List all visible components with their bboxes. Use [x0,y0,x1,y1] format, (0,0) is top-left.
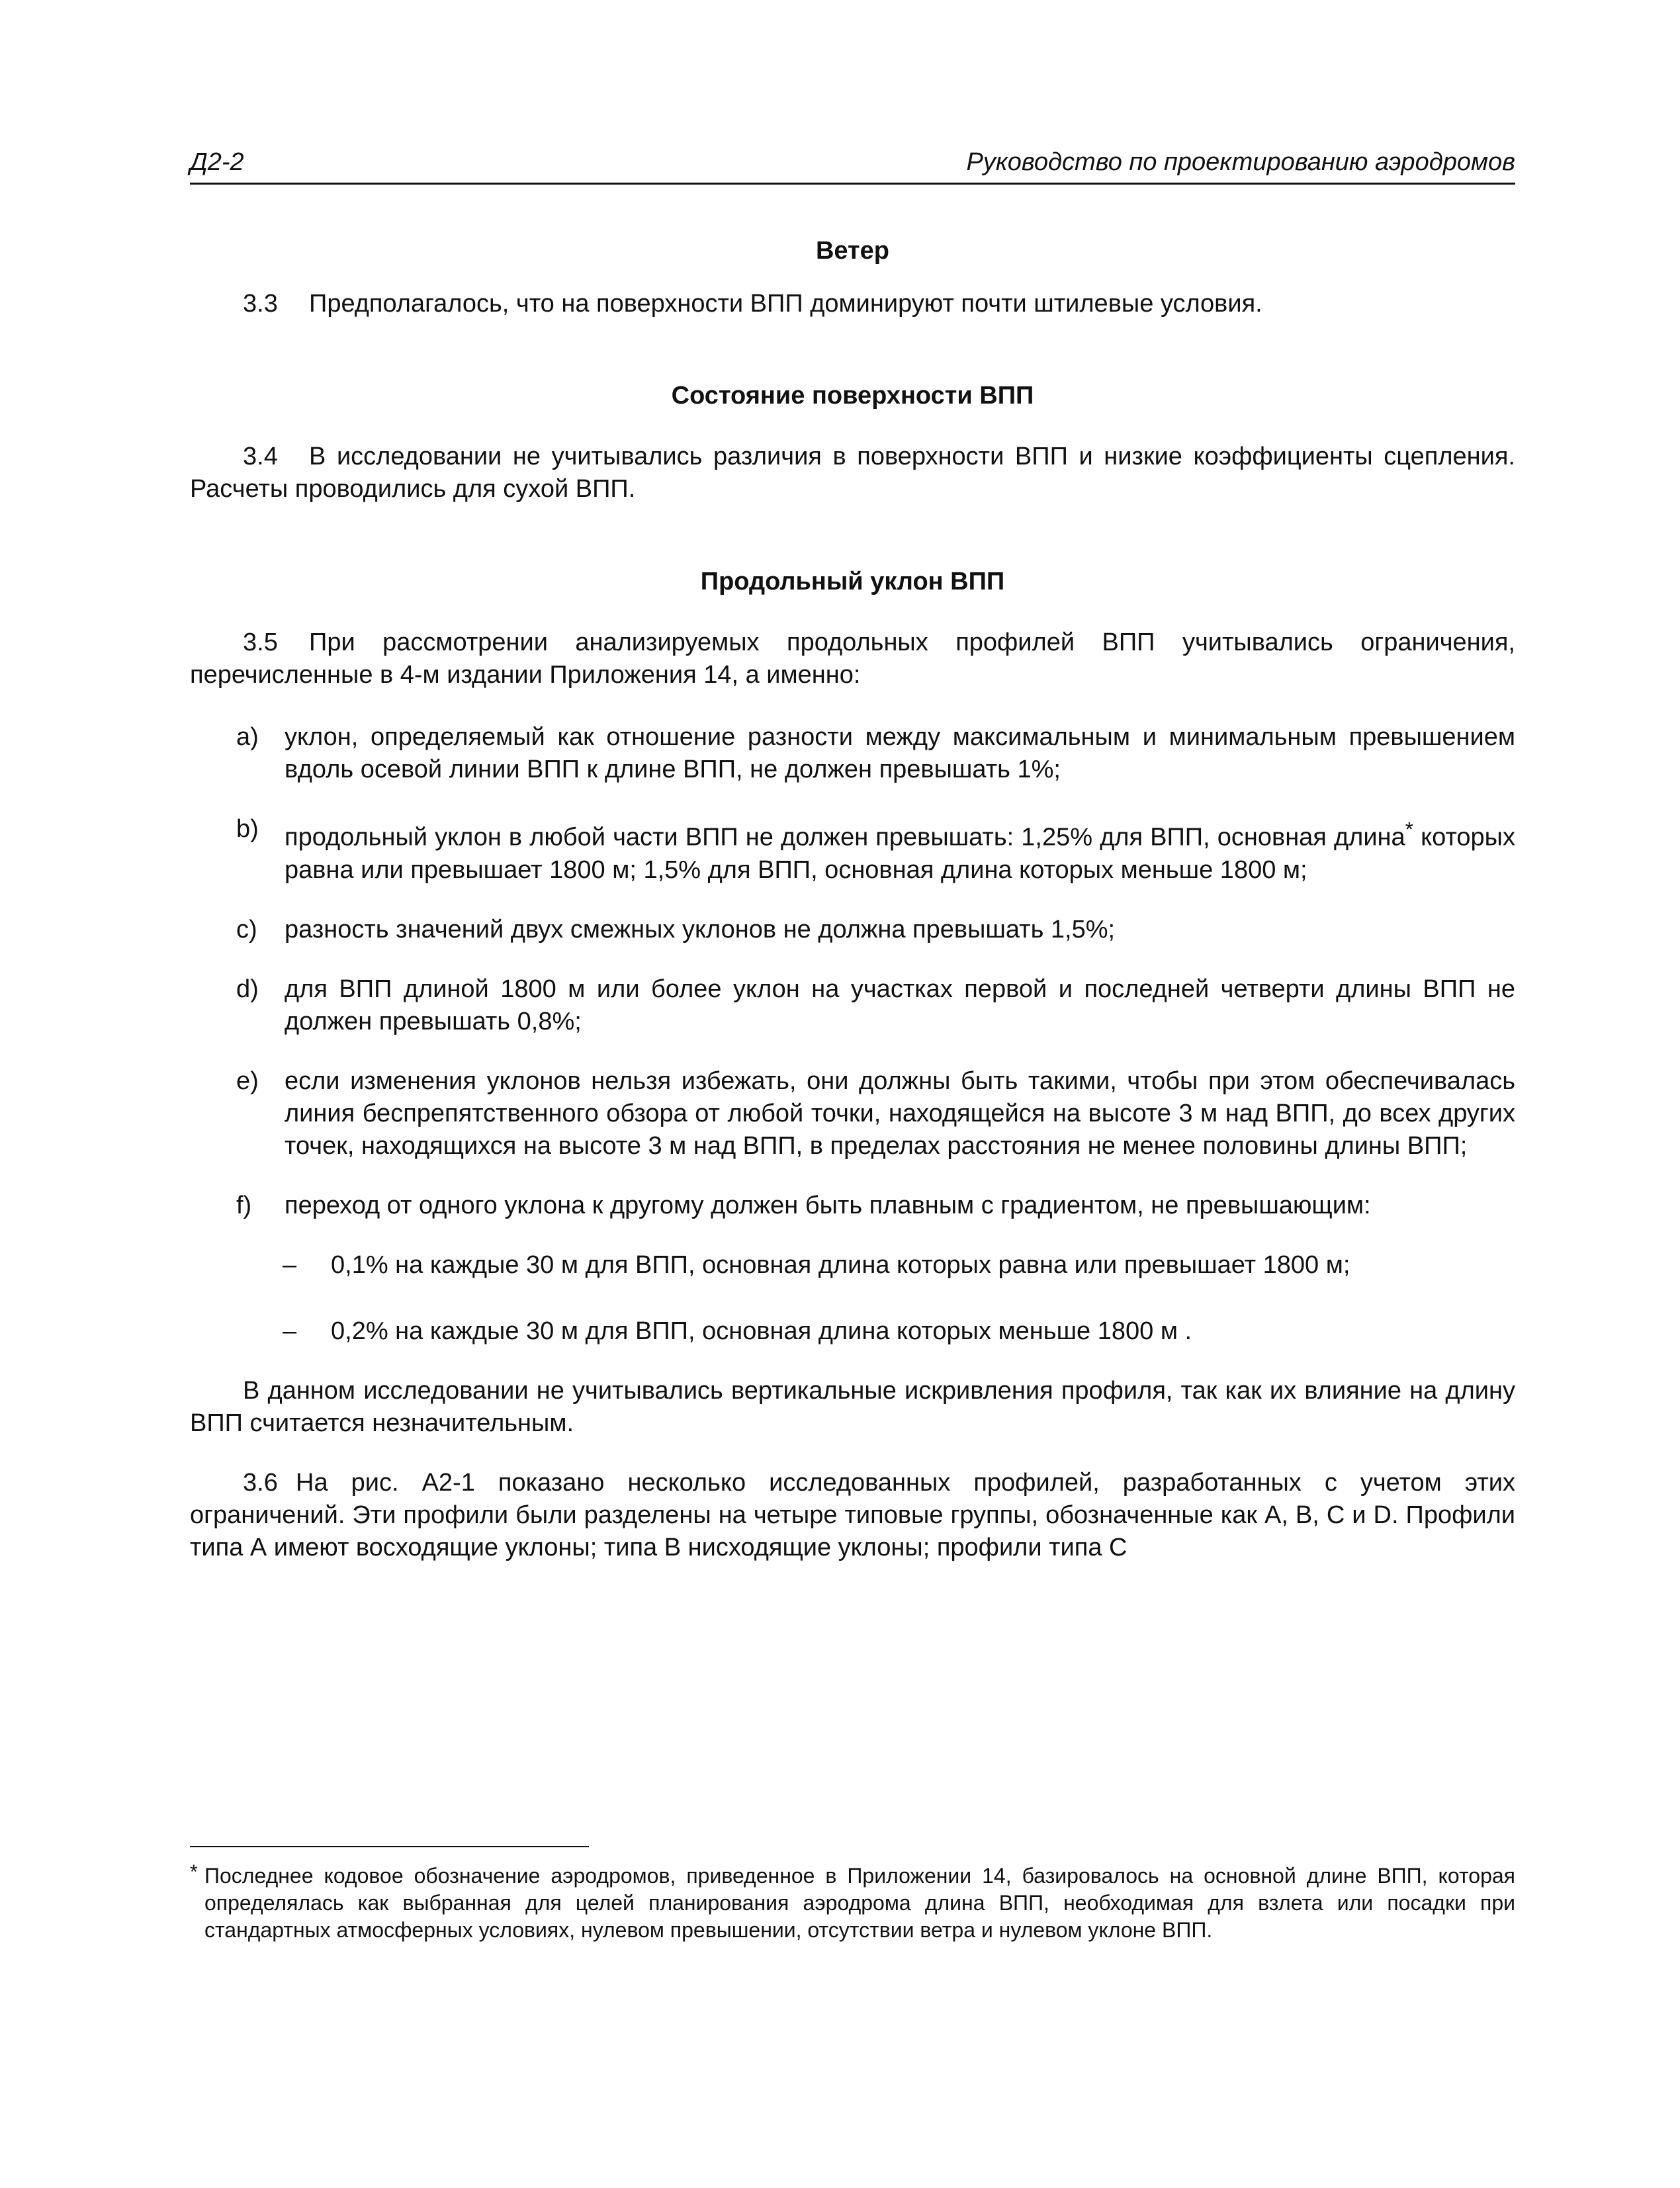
dash-item [283,1315,1515,1348]
footnote-text: Последнее кодовое обозначение аэродромов, приведенное в Приложении 14, базировалось на основной длине ВПП, которая определялась как выбранная для целей планирования аэродрома длина ВПП, необходимая для взлета или посадки при стандартных атмосферных условиях, нулевом превышении, отсутствии ветра и нулевом уклоне ВПП. [204,1864,1515,1942]
list-item-a [236,721,1515,786]
list-marker: c) [236,915,257,943]
running-title: Руководство по проектированию аэродромов [966,148,1515,176]
list-marker: f) [236,1191,252,1219]
footnote-star: * [190,1861,198,1883]
constraints-list [236,721,1515,1222]
list-item-c [236,914,1515,946]
list-item-f [236,1190,1515,1222]
paragraph-3-5 [190,627,1515,691]
heading-slope: Продольный уклон ВПП [700,568,1005,595]
list-item-d [236,973,1515,1038]
footnote-rule [190,1846,589,1847]
paragraph-number: 3.4 [243,443,278,470]
paragraph-3-4 [190,441,1515,505]
dash-item [283,1249,1515,1282]
paragraph-3-6 [190,1467,1515,1564]
list-item-text: для ВПП длиной 1800 м или более уклон на участках первой и последней четверти длины ВПП не должен превышать 0,8%; [285,975,1515,1035]
paragraph-text: В исследовании не учитывались различия в поверхности ВПП и низкие коэффициенты сцепления. Расчеты проводились для сухой ВПП. [190,443,1515,503]
paragraph-3-3 [190,288,1515,320]
paragraph-text: При рассмотрении анализируемых продольных профилей ВПП учитывались ограничения, перечисленные в 4-м издании Приложения 14, а именно: [190,629,1515,689]
document-body [190,235,1515,1564]
page-header [190,148,1515,185]
list-item-b [236,813,1515,887]
gradient-list [283,1249,1515,1348]
list-item-e [236,1065,1515,1162]
heading-wind: Ветер [815,237,890,265]
list-marker: a) [236,723,259,751]
list-item-text: если изменения уклонов нельзя избежать, они должны быть такими, чтобы при этом обеспечивалась линия беспрепятственного обзора от любой точки, находящейся на высоте 3 м над ВПП, до всех других точек, находящихся на высоте 3 м над ВПП, в пределах расстояния не менее половины длины ВПП; [285,1067,1515,1160]
paragraph-number: 3.5 [243,629,278,656]
paragraph-text: На рис. А2-1 показано несколько исследованных профилей, разработанных с учетом этих ограничений. Эти профили были разделены на четыре типовые группы, обозначенные как А, В, С и D. Профили типа А имеют восходящие уклоны; типа В нисходящие уклоны; профили типа С [190,1468,1515,1561]
list-item-text: разность значений двух смежных уклонов не должна превышать 1,5%; [285,915,1116,943]
dash-marker: – [283,1317,297,1345]
list-item-text-end: которых равна или превышает 1800 м; 1,5% для ВПП, основная длина которых меньше 1800 м; [285,823,1515,884]
footnote [190,1862,1515,1944]
dash-marker: – [283,1250,297,1279]
paragraph-number: 3.3 [243,290,278,318]
paragraph-after-list: В данном исследовании не учитывались вертикальные искривления профиля, так как их влияние на длину ВПП считается незначительным. [190,1376,1515,1437]
list-marker: e) [236,1067,259,1095]
heading-surface: Состояние поверхности ВПП [671,382,1034,410]
dash-item-text: 0,2% на каждые 30 м для ВПП, основная длина которых меньше 1800 м . [331,1317,1192,1345]
paragraph-text: Предполагалось, что на поверхности ВПП доминируют почти штилевые условия. [309,290,1262,318]
list-marker: d) [236,975,259,1003]
dash-item-text: 0,1% на каждые 30 м для ВПП, основная длина которых равна или превышает 1800 м; [331,1250,1350,1279]
list-item-text [285,813,1515,887]
footnote-marker: * [1405,817,1413,841]
page-number: Д2-2 [190,148,244,176]
list-item-text: уклон, определяемый как отношение разности между максимальным и минимальным превышением вдоль осевой линии ВПП к длине ВПП, не должен превышать 1%; [285,723,1515,783]
header-rule [190,183,1515,185]
list-item-text-start: продольный уклон в любой части ВПП не должен превышать: 1,25% для ВПП, основная длина [285,823,1405,852]
list-marker: b) [236,815,259,843]
list-item-text: переход от одного уклона к другому должен быть плавным с градиентом, не превышающим: [285,1191,1371,1219]
paragraph-number: 3.6 [243,1468,278,1497]
